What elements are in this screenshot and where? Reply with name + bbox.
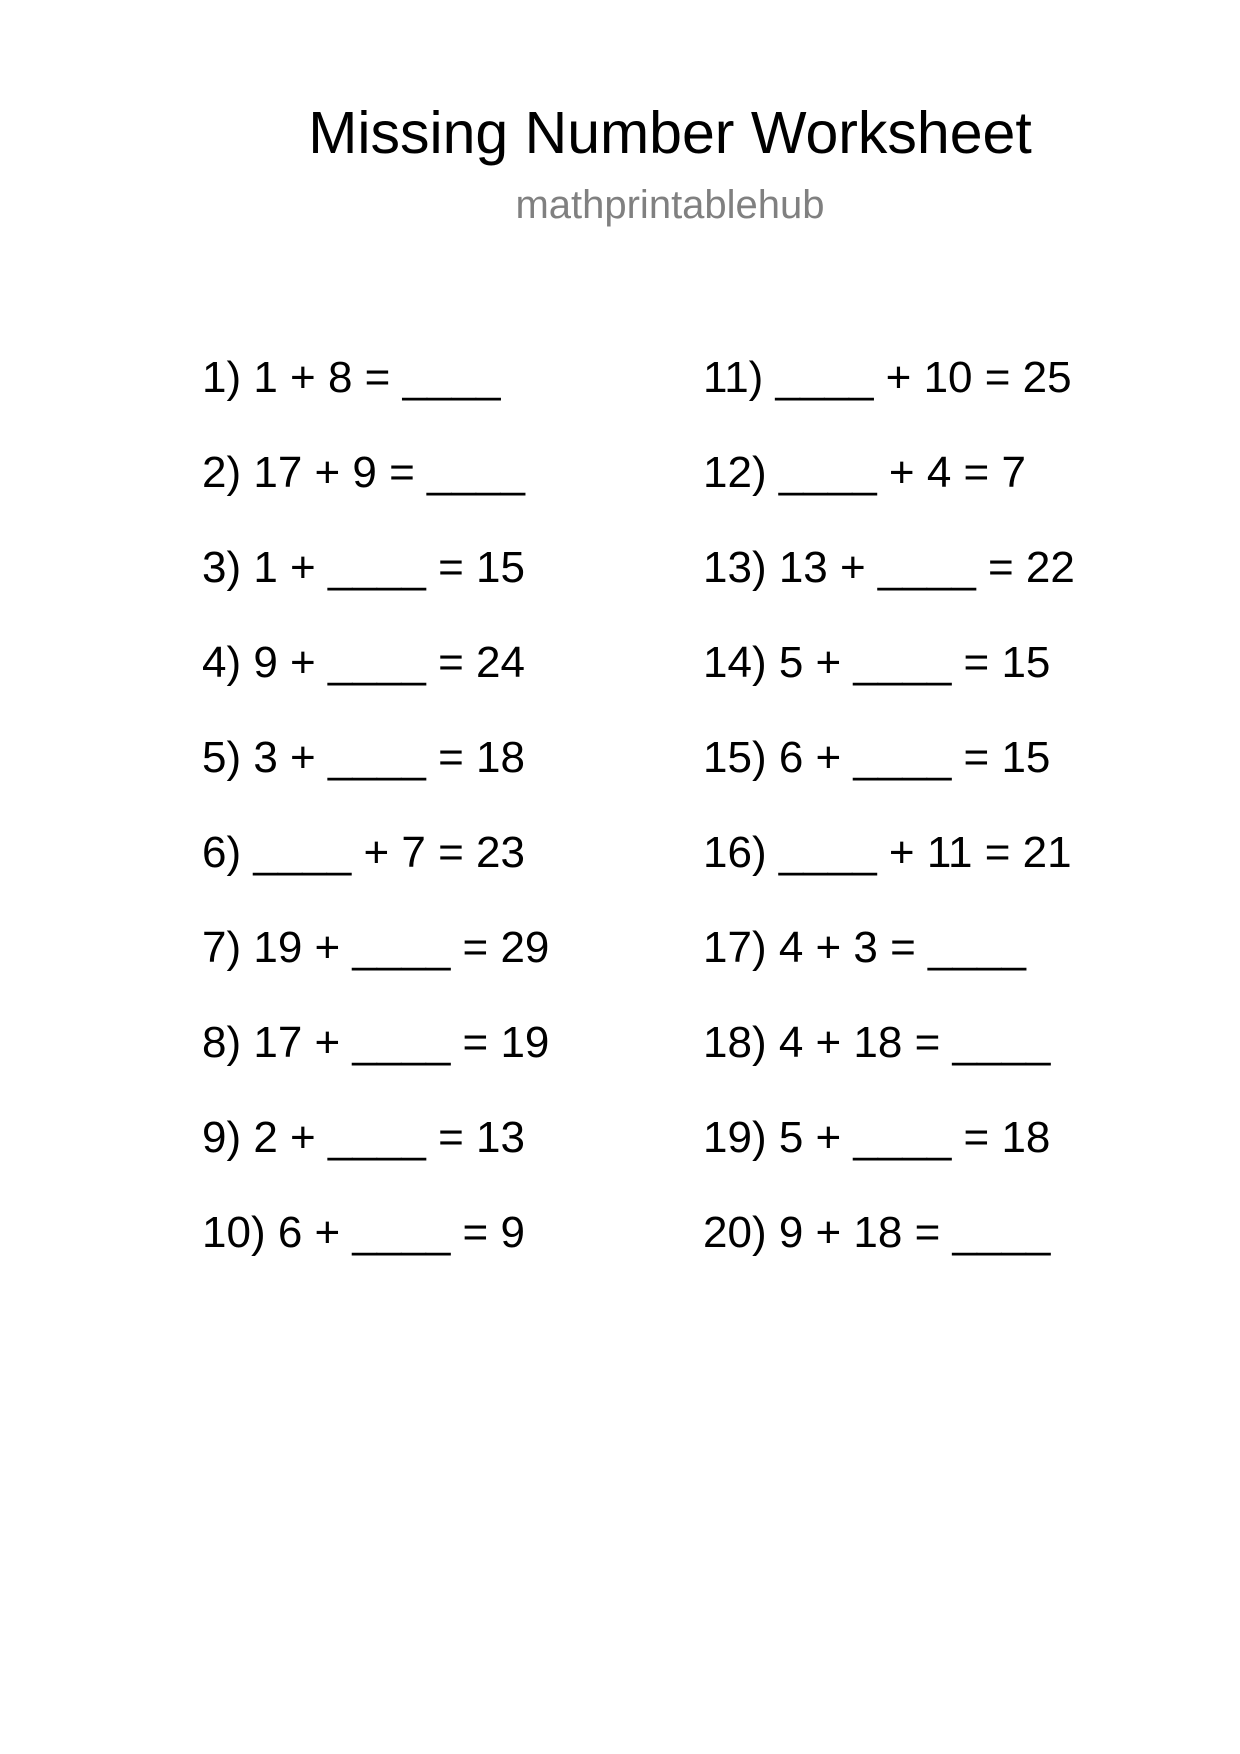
problem-18: 18) 4 + 18 = ____ bbox=[703, 1018, 1051, 1067]
page-title: Missing Number Worksheet bbox=[308, 100, 1032, 166]
problem-column-left bbox=[202, 352, 549, 1302]
page-subtitle: mathprintablehub bbox=[515, 183, 825, 227]
problem-10: 10) 6 + ____ = 9 bbox=[202, 1208, 525, 1257]
problem-9: 9) 2 + ____ = 13 bbox=[202, 1113, 525, 1162]
problem-17: 17) 4 + 3 = ____ bbox=[703, 923, 1026, 972]
problem-column-right bbox=[703, 352, 1075, 1302]
problem-14: 14) 5 + ____ = 15 bbox=[703, 638, 1051, 687]
problem-6: 6) ____ + 7 = 23 bbox=[202, 828, 525, 877]
problem-1: 1) 1 + 8 = ____ bbox=[202, 353, 501, 402]
problem-3: 3) 1 + ____ = 15 bbox=[202, 543, 525, 592]
problem-13: 13) 13 + ____ = 22 bbox=[703, 543, 1075, 592]
problem-5: 5) 3 + ____ = 18 bbox=[202, 733, 525, 782]
problem-19: 19) 5 + ____ = 18 bbox=[703, 1113, 1051, 1162]
problem-11: 11) ____ + 10 = 25 bbox=[703, 353, 1072, 402]
problem-15: 15) 6 + ____ = 15 bbox=[703, 733, 1051, 782]
problem-4: 4) 9 + ____ = 24 bbox=[202, 638, 525, 687]
problem-2: 2) 17 + 9 = ____ bbox=[202, 448, 525, 497]
problem-12: 12) ____ + 4 = 7 bbox=[703, 448, 1026, 497]
problem-20: 20) 9 + 18 = ____ bbox=[703, 1208, 1051, 1257]
problem-7: 7) 19 + ____ = 29 bbox=[202, 923, 550, 972]
problem-8: 8) 17 + ____ = 19 bbox=[202, 1018, 550, 1067]
problem-16: 16) ____ + 11 = 21 bbox=[703, 828, 1072, 877]
